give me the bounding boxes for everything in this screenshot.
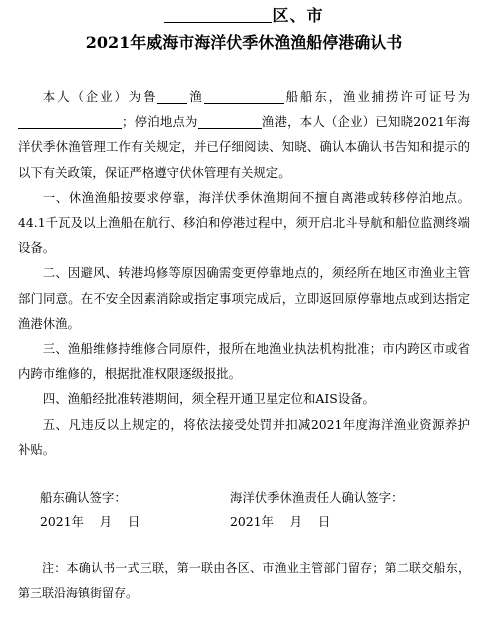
intro-text-5: 渔港，本人（企业）已知晓2021年海洋伏季休渔管理工作有关规定，并已仔细阅读、知晓、确认本确认书告知和提示的以下有关政策，保证严格遵守伏休管理有关规定。 [18,114,470,180]
responsible-signature-label: 海洋伏季休渔责任人确认签字： [230,490,404,505]
footnote [18,556,470,606]
rule-paragraph-5: 五、凡违反以上规定的，将依法接受处罚并扣减2021年度海洋渔业资源养护补贴。 [18,416,470,457]
intro-text-1: 本人（企业）为鲁 [42,89,158,104]
footnote-text: 注：本确认书一式三联，第一联由各区、市渔业主管部门留存；第二联交船东，第三联沿海镇街留存。 [18,561,470,600]
signature-date-row [40,510,460,534]
district-blank[interactable] [164,6,272,23]
berth-location-blank[interactable] [198,114,262,129]
owner-signature-date: 2021年 月 日 [40,514,141,529]
signature-label-row [40,486,460,510]
intro-text-4: ；停泊地点为 [122,114,198,130]
rule-paragraph-1: 一、休渔渔船按要求停靠，海洋伏季休渔期间不擅自离港或转移停泊地点。44.1千瓦及以上渔船在航行、移泊和停港过程中，须开启北斗导航和船位监测终端设备。 [18,189,470,256]
owner-signature-label: 船东确认签字： [40,490,127,505]
intro-paragraph [18,84,470,185]
rule-paragraph-2: 二、因避风、转港坞修等原因确需变更停靠地点的，须经所在地区市渔业主管部门同意。在不安全因素消除或指定事项完成后，立即返回原停靠地点或到达指定渔港休渔。 [18,265,470,331]
signature-block [40,486,460,534]
district-header [0,6,488,26]
district-suffix: 区、市 [272,6,324,25]
intro-text-3: 船船东，渔业捕捞许可证号为 [283,89,471,104]
responsible-signature-date: 2021年 月 日 [230,514,331,529]
rule-paragraph-4: 四、渔船经批准转港期间，须全程开通卫星定位和AIS设备。 [42,391,375,407]
province-code-blank[interactable] [157,89,187,104]
document-title: 2021年威海市海洋伏季休渔渔船停港确认书 [85,33,403,52]
document-body [18,84,470,462]
rule-paragraph-3: 三、渔船维修持维修合同原件，报所在地渔业执法机构批准；市内跨区市或省内跨市维修的，根据批准权限逐级报批。 [18,341,470,382]
vessel-number-blank[interactable] [204,89,284,104]
intro-text-2: 渔 [187,89,204,104]
license-number-blank[interactable] [18,114,122,129]
